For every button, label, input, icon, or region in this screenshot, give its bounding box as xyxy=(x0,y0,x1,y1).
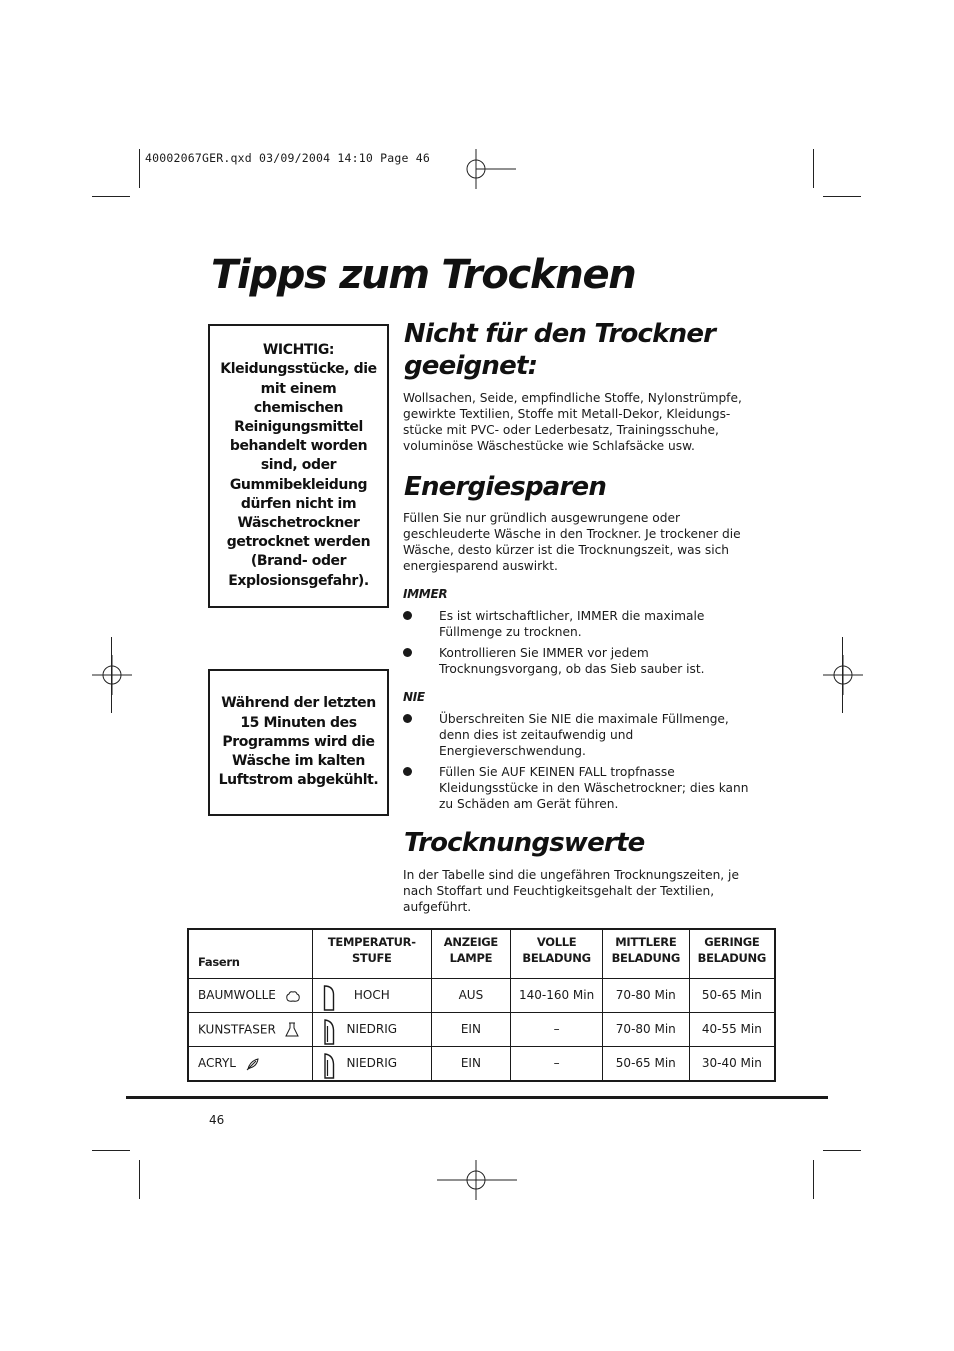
print-slug: 40002067GER.qxd 03/09/2004 14:10 Page 46 xyxy=(145,151,430,165)
values-text: In der Tabelle sind die ungefähren Trocknungszeiten, je nach Stoffart und Feuchtigkeitsgehalt der Textilien, aufgeführt. xyxy=(403,868,739,915)
registration-mark-icon xyxy=(456,149,516,189)
cooldown-note-box xyxy=(208,669,389,816)
col-header-low-load: GERINGE BELADUNG xyxy=(689,929,775,979)
temperature-cell: HOCH xyxy=(313,979,432,1013)
page-title: Tipps zum Trocknen xyxy=(211,252,636,298)
always-label: IMMER xyxy=(403,587,448,601)
col-header-full-load: VOLLE BELADUNG xyxy=(511,929,603,979)
fiber-cell: BAUMWOLLE xyxy=(188,979,313,1013)
temperature-cell: NIEDRIG xyxy=(313,1013,432,1047)
low-load-cell: 30-40 Min xyxy=(689,1047,775,1082)
temperature-cell: NIEDRIG xyxy=(313,1047,432,1082)
bullet-icon xyxy=(403,767,412,776)
values-heading: Trocknungswerte xyxy=(404,828,645,858)
lamp-cell: EIN xyxy=(431,1013,511,1047)
bullet-icon xyxy=(403,611,412,620)
full-load-cell: – xyxy=(511,1013,603,1047)
energy-heading: Energiesparen xyxy=(404,472,607,502)
high-temp-symbol-icon xyxy=(323,984,335,1012)
page-number: 46 xyxy=(209,1113,225,1127)
bullet-icon xyxy=(403,648,412,657)
col-header-lamp: ANZEIGE LAMPE xyxy=(431,929,511,979)
registration-mark-icon xyxy=(437,1160,517,1200)
drying-times-table xyxy=(187,928,776,1082)
table-row xyxy=(188,1047,775,1082)
table-header-row xyxy=(188,929,775,979)
col-header-temperature: TEMPERATUR- STUFE xyxy=(313,929,432,979)
full-load-cell: – xyxy=(511,1047,603,1082)
registration-mark-icon xyxy=(92,655,132,695)
low-load-cell: 40-55 Min xyxy=(689,1013,775,1047)
acrylic-symbol-icon xyxy=(245,1057,261,1071)
fiber-cell: KUNSTFASER xyxy=(188,1013,313,1047)
medium-load-cell: 70-80 Min xyxy=(602,979,689,1013)
cooldown-text: Während der letzten 15 Minuten des Programms wird die Wäsche im kalten Luftstrom abgekühlt. xyxy=(218,695,379,789)
unsuitable-heading: Nicht für den Trockner geeignet: xyxy=(404,319,716,381)
registration-mark-icon xyxy=(823,655,863,695)
unsuitable-text: Wollsachen, Seide, empfindliche Stoffe, Nylonstrümpfe, gewirkte Textilien, Stoffe mit Metall-Dekor, Kleidungs-stücke mit PVC- oder Lederbesatz, Trainingsschuhe, voluminöse Wäschestücke wie Schlafsäcke usw. xyxy=(403,391,742,454)
bullet-icon xyxy=(403,714,412,723)
never-label: NIE xyxy=(403,690,425,704)
medium-load-cell: 70-80 Min xyxy=(602,1013,689,1047)
warning-box xyxy=(208,324,389,608)
warning-text: WICHTIG: Kleidungsstücke, die mit einem chemischen Reinigungsmittel behandelt worden sind, oder Gummibekleidung dürfen nicht im Wäschetrockner getrocknet werden (Brand- oder Explosionsgefahr). xyxy=(220,342,377,589)
fiber-cell: ACRYL xyxy=(188,1047,313,1082)
footer-rule xyxy=(126,1096,828,1099)
low-temp-symbol-icon xyxy=(323,1018,335,1046)
table-row xyxy=(188,1013,775,1047)
cotton-symbol-icon xyxy=(285,989,301,1003)
low-temp-symbol-icon xyxy=(323,1052,335,1080)
full-load-cell: 140-160 Min xyxy=(511,979,603,1013)
medium-load-cell: 50-65 Min xyxy=(602,1047,689,1082)
low-load-cell: 50-65 Min xyxy=(689,979,775,1013)
lamp-cell: AUS xyxy=(431,979,511,1013)
synthetic-symbol-icon xyxy=(285,1022,299,1038)
col-header-fiber: Fasern xyxy=(188,929,313,979)
table-row xyxy=(188,979,775,1013)
col-header-medium-load: MITTLERE BELADUNG xyxy=(602,929,689,979)
lamp-cell: EIN xyxy=(431,1047,511,1082)
energy-text: Füllen Sie nur gründlich ausgewrungene oder geschleuderte Wäsche in den Trockner. Je trockener die Wäsche, desto kürzer ist die Trocknungszeit, was sich energiesparend auswirkt. xyxy=(403,511,741,574)
